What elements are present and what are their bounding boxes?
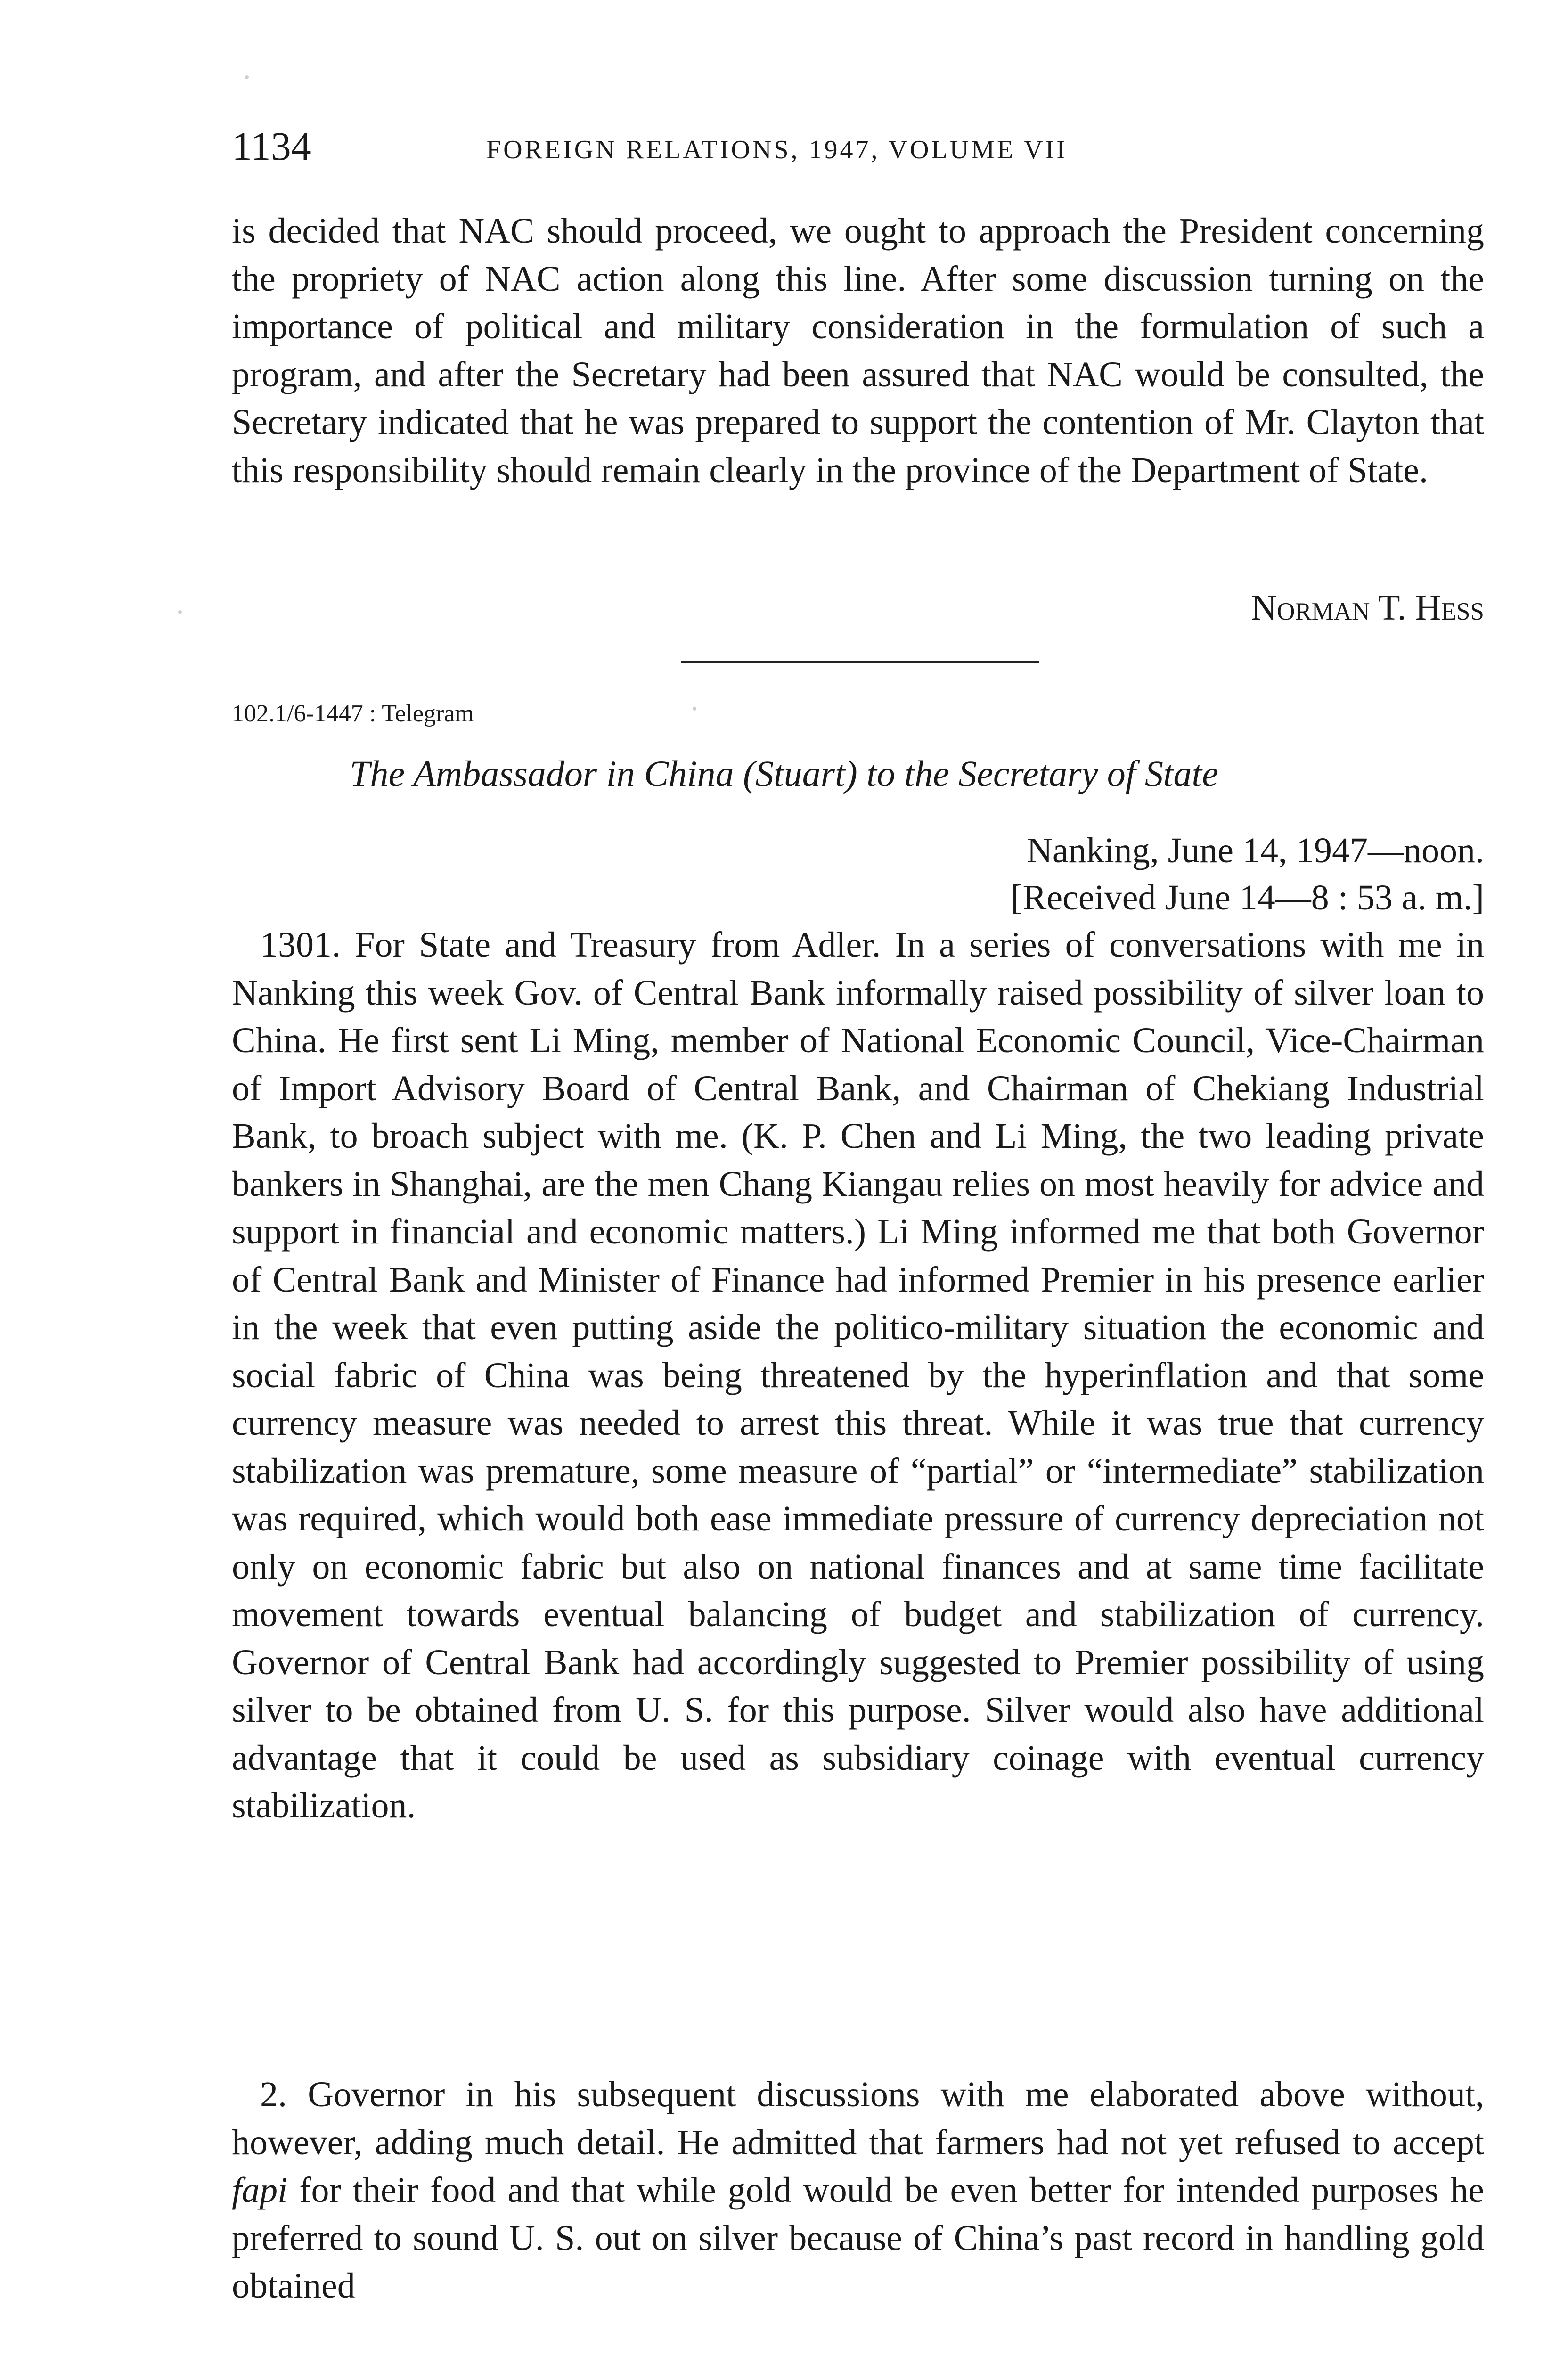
scan-speck	[245, 75, 249, 79]
signature: Norman T. Hess	[1251, 588, 1484, 628]
dateline: Nanking, June 14, 1947—noon.	[1026, 831, 1484, 870]
section-divider	[681, 661, 1039, 663]
paragraph-2-italic-term: fapi	[232, 2170, 288, 2210]
telegram-paragraph-2	[232, 2071, 1484, 2310]
memo-paragraph: is decided that NAC should proceed, we ought to approach the President concerning the propriety of NAC action along this line. After some discussion turning on the importance of political and military consideration in the formulation of such a program, and after the Secretary had been assured that NAC would be consulted, the Secretary indicated that he was prepared to support the contention of Mr. Clayton that this responsibility should remain clearly in the province of the Department of State.	[232, 211, 1484, 490]
running-head: FOREIGN RELATIONS, 1947, VOLUME VII	[486, 135, 1068, 164]
file-reference: 102.1/6-1447 : Telegram	[232, 700, 474, 727]
received-line: [Received June 14—8 : 53 a. m.]	[1011, 878, 1484, 917]
scan-speck	[693, 707, 696, 711]
scan-speck	[178, 610, 182, 614]
document-title: The Ambassador in China (Stuart) to the Secretary of State	[350, 753, 1218, 794]
page-number: 1134	[232, 123, 311, 169]
paragraph-2-text-start: 2. Governor in his subsequent discussions with me elaborated above without, however, adding much detail. He admitted that farmers had not yet refused to accept	[232, 2075, 1484, 2162]
page-header	[232, 120, 1494, 172]
paragraph-2-text-end: for their food and that while gold would be even better for intended purposes he preferred to sound U. S. out on silver because of China’s past record in handling gold obtained	[232, 2170, 1484, 2306]
telegram-paragraph-1: 1301. For State and Treasury from Adler. In a series of conversations with me in Nanking this week Gov. of Central Bank informally raised possibility of silver loan to China. He first sent Li Ming, member of National Economic Council, Vice-Chairman of Import Advisory Board of Central Bank, and Chairman of Chekiang Industrial Bank, to broach subject with me. (K. P. Chen and Li Ming, the two leading private bankers in Shanghai, are the men Chang Kiangau relies on most heavily for advice and support in financial and economic matters.) Li Ming informed me that both Governor of Central Bank and Minister of Finance had informed Premier in his presence earlier in the week that even putting aside the politico-military situation the economic and social fabric of China was being threatened by the hyperinflation and that some currency measure was needed to arrest this threat. While it was true that currency stabilization was premature, some measure of “partial” or “intermediate” stabilization was required, which would both ease immediate pressure of currency depreciation not only on economic fabric but also on national finances and at same time facilitate movement towards eventual balancing of budget and stabilization of currency. Governor of Central Bank had accordingly suggested to Premier possibility of using silver to be obtained from U. S. for this purpose. Silver would also have additional advantage that it could be used as subsidiary coinage with eventual currency stabilization.	[232, 925, 1484, 1825]
